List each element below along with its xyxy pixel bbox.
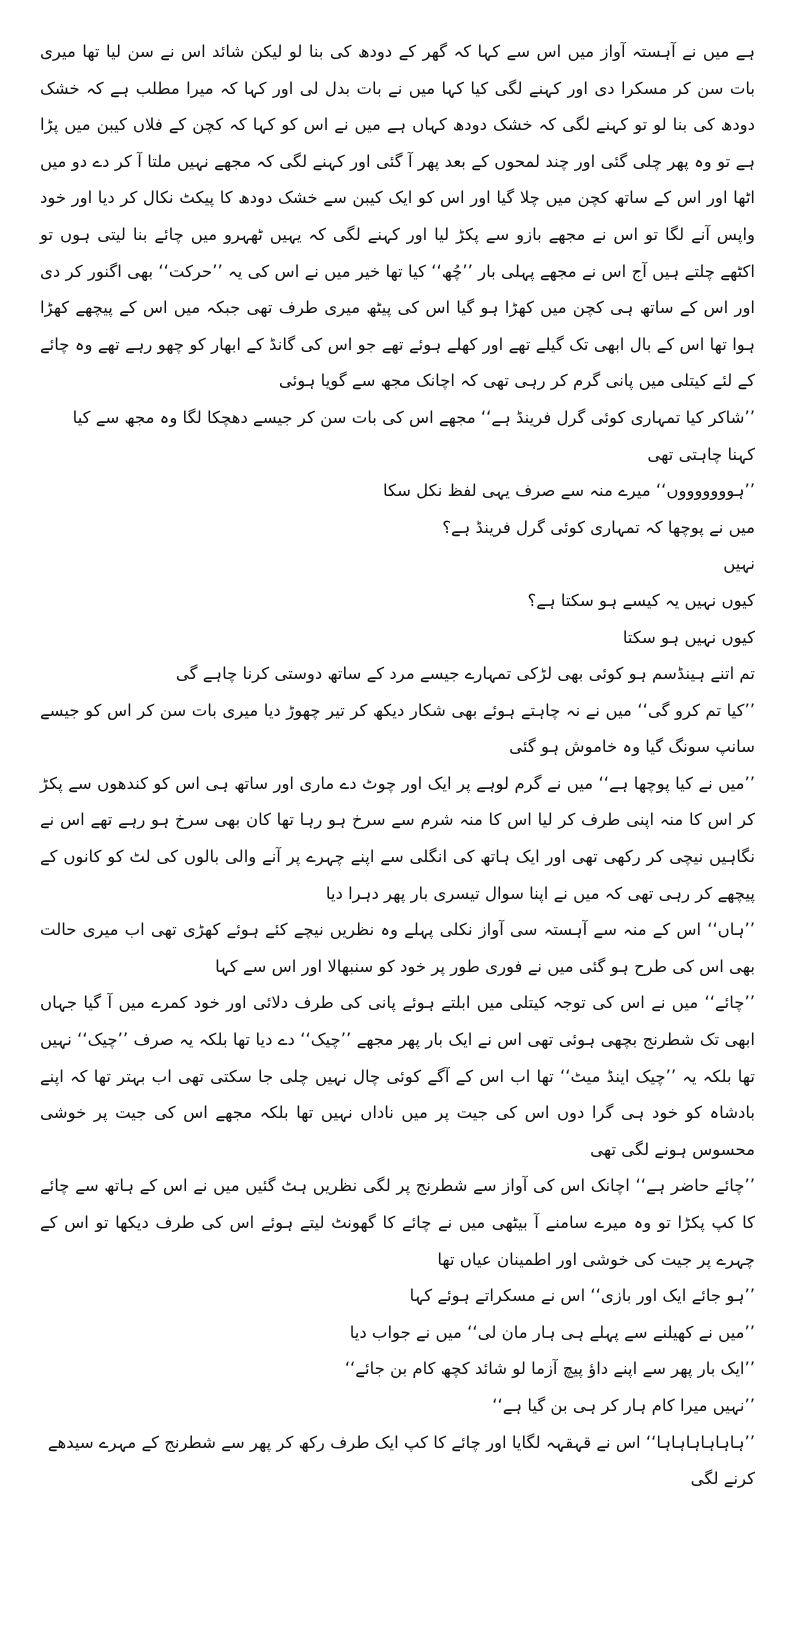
paragraph-14: ’’ہو جائے ایک اور بازی‘‘ اس نے مسکراتے ہوئے کہا <box>409 1286 755 1306</box>
paragraph-1: ہے میں نے آہستہ آواز میں اس سے کہا کہ گھر کے دودھ کی بنا لو لیکن شائد اس نے سن لیا تھا میری بات سن کر مسکرا دی اور کہنے لگی کیا کہا میں نے بات بدل لی اور کہا کہ میرا مطلب ہے کہ خشک دودھ کی بنا لو تو کہنے لگی کہ خشک دودھ کہاں ہے میں نے اس کو کہا کہ کچن کے فلاں کیبن میں پڑا ہے تو وہ پھر چلی گئی اور چند لمحوں کے بعد پھر آ گئی اور کہنے لگی کہ مجھے نہیں ملتا آ کر دے دو میں اٹھا اور اس کے ساتھ کچن میں چلا گیا اور اس کو ایک کیبن سے خشک دودھ کا پیکٹ نکال کر دیا اور خود واپس آنے لگا تو اس نے مجھے بازو سے پکڑ لیا اور کہنے لگی کہ یہیں ٹھہرو میں چائے بنا لیتی ہوں تو اکٹھے چلتے ہیں آج اس نے مجھے پہلی بار ’’چُھ‘‘ کیا تھا خیر میں نے اس کی یہ ’’حرکت‘‘ بھی اگنور کر دی اور اس کے ساتھ ہی کچن میں کھڑا ہو گیا اس کی پیٹھ میری طرف تھی جبکہ میں اس کے پیچھے کھڑا ہوا تھا اس کے بال ابھی تک گیلے تھے اور کھلے ہوئے تھے جو اس کی گانڈ کے ابھار کو چھو رہے تھے وہ چائے کے لئے کیتلی میں پانی گرم کر رہی تھی کہ اچانک مجھ سے گویا ہوئی <box>40 42 755 391</box>
paragraph-12: ’’چائے‘‘ میں نے اس کی توجہ کیتلی میں ابلتے ہوئے پانی کی طرف دلائی اور خود کمرے میں آ گیا جہاں ابھی تک شطرنج بچھی ہوئی تھی اس نے ایک بار پھر مجھے ’’چیک‘‘ دے دیا تھا بلکہ یہ صرف ’’چیک‘‘ نہیں تھا بلکہ یہ ’’چیک اینڈ میٹ‘‘ تھا اب اس کے آگے کوئی چال نہیں چلی جا سکتی تھی اب بہتر تھا کہ اپنے بادشاہ کو خود ہی گرا دوں اس کی جیت پر میں ناداں نہیں تھا بلکہ مجھے اس کی جیت پر خوشی محسوس ہونے لگی تھی <box>40 993 755 1159</box>
paragraph-18: ’’ہاہاہاہاہاہا‘‘ اس نے قہقہہ لگایا اور چائے کا کپ ایک طرف رکھ کر پھر سے شطرنج کے مہرے سیدھے کرنے لگی <box>47 1432 755 1489</box>
paragraph-8: تم اتنے ہینڈسم ہو کوئی بھی لڑکی تمہارے جیسے مرد کے ساتھ دوستی کرنا چاہے گی <box>175 664 755 684</box>
paragraph-13: ’’چائے حاضر ہے‘‘ اچانک اس کی آواز سے شطرنج پر لگی نظریں ہٹ گئیں میں نے اس کے ہاتھ سے چائے کا کپ پکڑا تو وہ میرے سامنے آ بیٹھی میں نے چائے کا گھونٹ لیتے ہوئے اس کی طرف دیکھا تو اس کے چہرے پر جیت کی خوشی اور اطمینان عیاں تھا <box>40 1176 755 1269</box>
paragraph-10: ’’میں نے کیا پوچھا ہے‘‘ میں نے گرم لوہے پر ایک اور چوٹ دے ماری اور ساتھ ہی اس کو کندھوں سے پکڑ کر اس کا منہ اپنی طرف کر لیا اس کا منہ شرم سے سرخ ہو رہا تھا کان بھی سرخ ہو رہے تھے اس نے نگاہیں نیچی کر رکھی تھی اور ایک ہاتھ کی انگلی سے اپنے چہرے پر آنے والی بالوں کی لٹ کو کانوں کے پیچھے کر رہی تھی کہ میں نے اپنا سوال تیسری بار پھر دہرا دیا <box>40 773 755 903</box>
paragraph-6: کیوں نہیں یہ کیسے ہو سکتا ہے؟ <box>527 590 755 610</box>
paragraph-9: ’’کیا تم کرو گی‘‘ میں نے نہ چاہتے ہوئے بھی شکار دیکھ کر تیر چھوڑ دیا میری بات سن کر اس کو جیسے سانپ سونگ گیا وہ خاموش ہو گئی <box>40 700 755 757</box>
paragraph-15: ’’میں نے کھیلنے سے پہلے ہی ہار مان لی‘‘ میں نے جواب دیا <box>349 1322 755 1342</box>
paragraph-3: ’’ہوووووووں‘‘ میرے منہ سے صرف یہی لفظ نکل سکا <box>382 481 755 501</box>
paragraph-5: نہیں <box>723 554 755 574</box>
paragraph-4: میں نے پوچھا کہ تمہاری کوئی گرل فرینڈ ہے؟ <box>442 517 755 537</box>
paragraph-16: ’’ایک بار پھر سے اپنے داؤ پیچ آزما لو شائد کچھ کام بن جائے‘‘ <box>344 1359 755 1379</box>
paragraph-7: کیوں نہیں ہو سکتا <box>622 627 755 647</box>
document-page <box>40 34 755 1498</box>
paragraph-11: ’’ہاں‘‘ اس کے منہ سے آہستہ سی آواز نکلی پہلے وہ نظریں نیچے کئے ہوئے کھڑی تھی اب میری حالت بھی اس کی طرح ہو گئی میں نے فوری طور پر خود کو سنبھالا اور اس سے کہا <box>40 920 755 976</box>
paragraph-17: ’’نہیں میرا کام ہار کر ہی بن گیا ہے‘‘ <box>492 1395 755 1415</box>
paragraph-2: ’’شاکر کیا تمہاری کوئی گرل فرینڈ ہے‘‘ مجھے اس کی بات سن کر جیسے دھچکا لگا وہ مجھ سے کیا کہنا چاہتی تھی <box>72 407 755 464</box>
